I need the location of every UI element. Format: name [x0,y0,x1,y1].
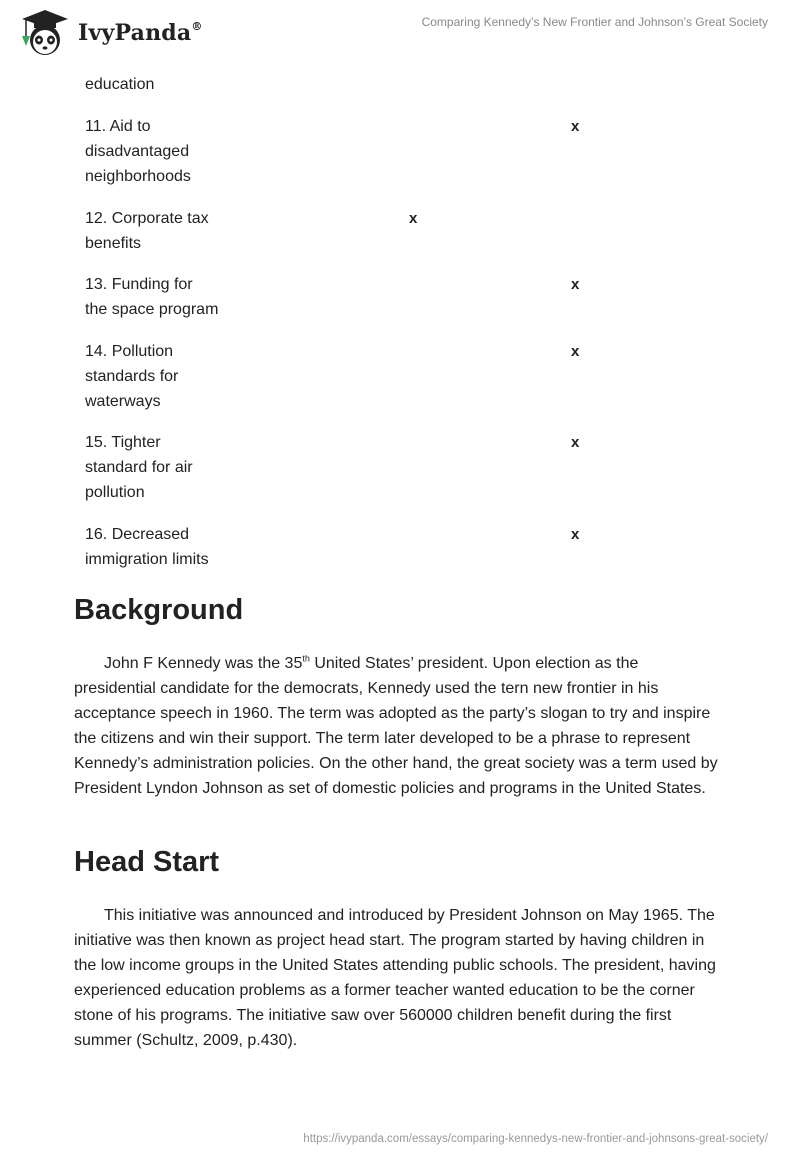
row-label: 13. Funding for the space program [85,276,219,318]
table-row [85,522,725,572]
ivypanda-logo[interactable] [16,8,216,58]
table-row [85,272,725,322]
row-mark: x [571,276,580,293]
head-start-paragraph: This initiative was announced and introduced by President Johnson on May 1965. The initiative was then known as project head start. The program started by having children in the low income groups in the United States attending public schools. The president, having experienced education problems as a former teacher wanted education to be the corner stone of his programs. The initiative saw over 560000 children benefit during the first summer (Schultz, 2009, p.430). [74,907,716,1049]
row-mark: x [571,343,580,360]
row-mark: x [571,118,580,135]
table-row [85,206,725,256]
source-url-link[interactable]: https://ivypanda.com/essays/comparing-kennedys-new-frontier-and-johnsons-great-society/ [303,1133,768,1145]
panda-graduate-icon [16,8,74,58]
table-row [85,114,725,189]
row-label: 14. Pollution standards for waterways [85,343,179,410]
table-row [85,339,725,414]
row-label: education [85,76,155,93]
page-header [0,0,800,64]
table-row [85,72,725,97]
section-heading-background: Background [74,594,244,626]
row-label: 15. Tighter standard for air pollution [85,434,193,501]
document-title: Comparing Kennedy’s New Frontier and Johnson’s Great Society [421,15,768,29]
brand-name: IvyPanda® [78,19,203,46]
policy-table [85,72,725,572]
row-label: 16. Decreased immigration limits [85,526,209,568]
row-mark: x [409,210,418,227]
background-paragraph: John F Kennedy was the 35th United States’ president. Upon election as the presidential candidate for the democrats, Kennedy used the tern new frontier in his acceptance speech in 1960. The term was adopted as the party’s slogan to try and inspire the citizens and win their support. The term later developed to be a phrase to represent Kennedy’s administration policies. On the other hand, the great society was a term used by President Lyndon Johnson as set of domestic policies and programs in the United States. [74,653,718,797]
row-mark: x [571,434,580,451]
row-mark: x [571,526,580,543]
section-heading-head-start: Head Start [74,846,220,878]
row-label: 12. Corporate tax benefits [85,210,209,252]
row-label: 11. Aid to disadvantaged neighborhoods [85,118,191,185]
table-row [85,430,725,505]
